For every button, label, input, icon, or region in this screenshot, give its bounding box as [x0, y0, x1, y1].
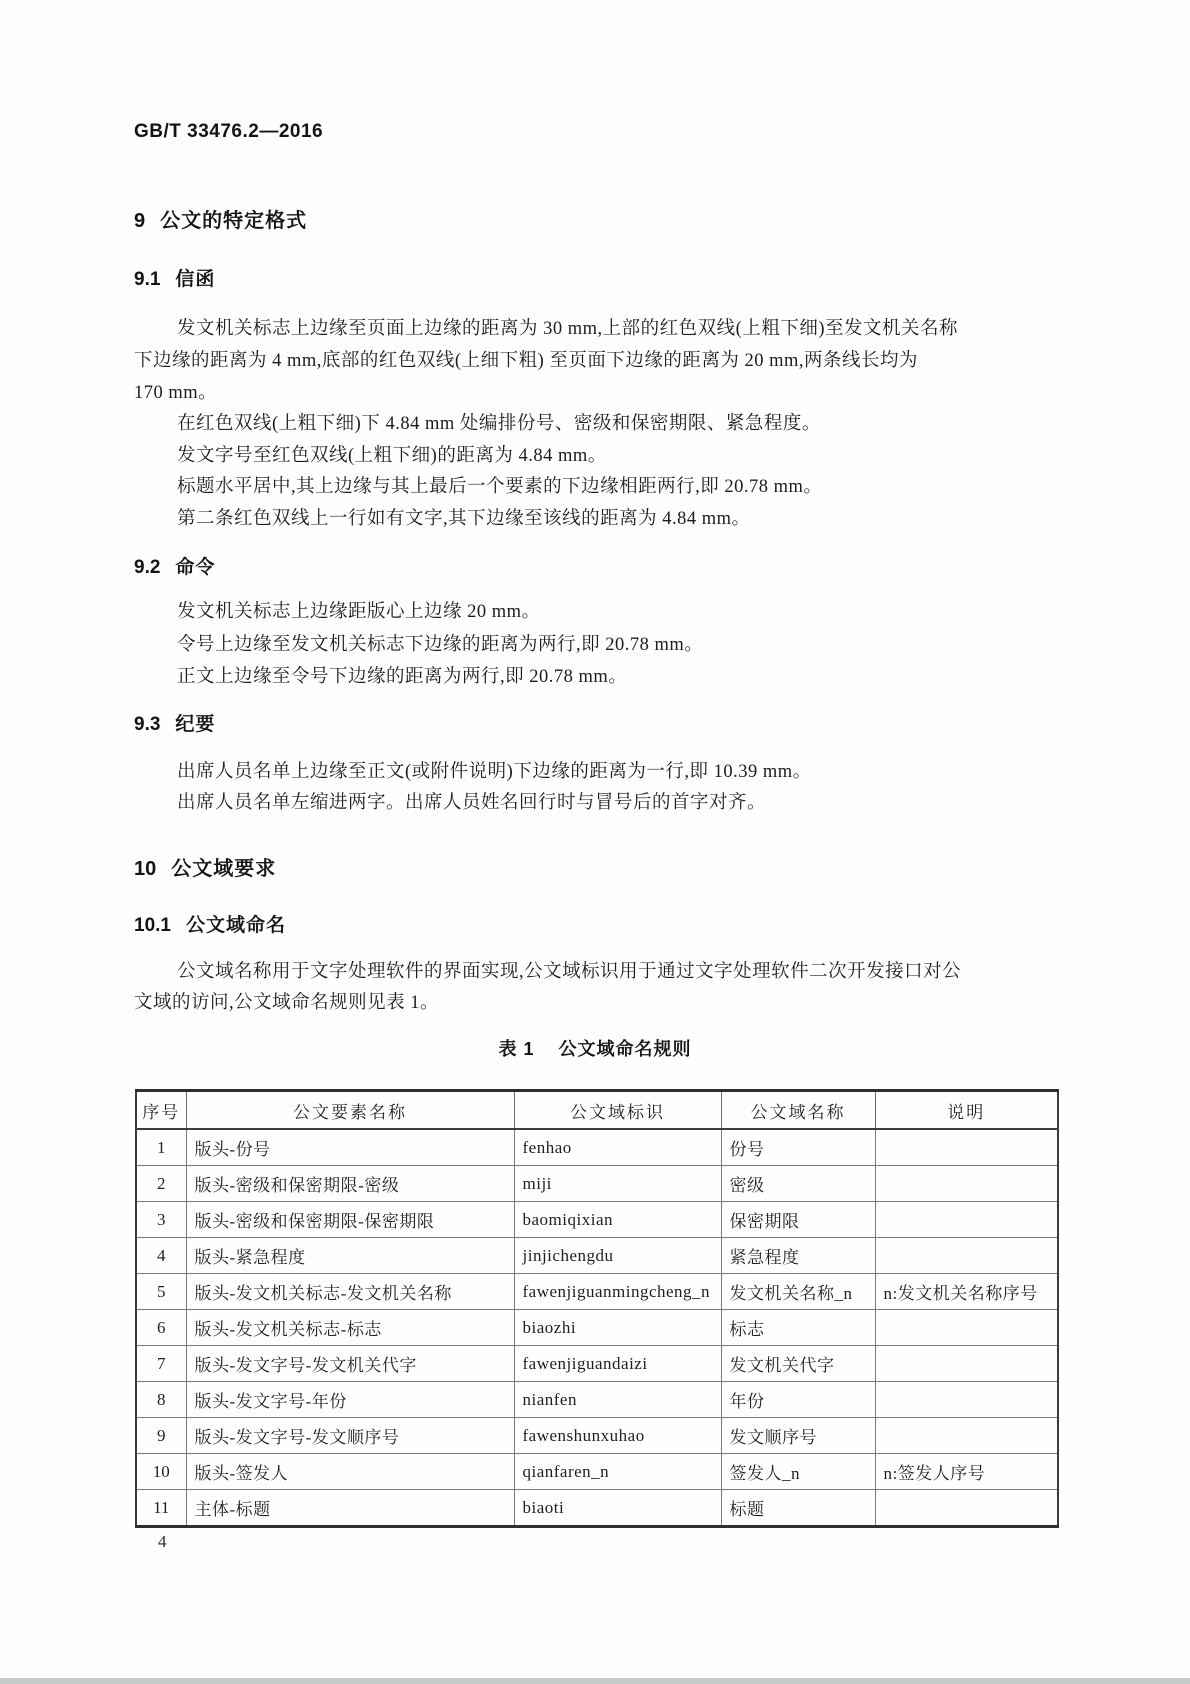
text-line: 文域的访问,公文域命名规则见表 1。 [134, 993, 440, 1013]
table-cell: 签发人_n [721, 1454, 875, 1490]
table-cell: 2 [136, 1166, 186, 1202]
table-row [136, 1238, 1058, 1274]
table-cell [875, 1166, 1058, 1202]
naming-rules-table [135, 1089, 1059, 1528]
table-row [136, 1454, 1058, 1490]
heading-title: 公文的特定格式 [160, 210, 308, 232]
text-line: 发文机关标志上边缘距版心上边缘 20 mm。 [177, 602, 541, 622]
table-cell [875, 1490, 1058, 1527]
table-cell: 版头-发文机关标志-标志 [186, 1310, 514, 1346]
table-cell: 1 [136, 1129, 186, 1166]
table-cell: 10 [136, 1454, 186, 1490]
table-cell [875, 1418, 1058, 1454]
section-9-1-heading [134, 266, 215, 294]
table-cell: 发文机关代字 [721, 1346, 875, 1382]
column-header: 公文域名称 [721, 1091, 875, 1130]
table-cell: 标志 [721, 1310, 875, 1346]
section-9-3-heading [134, 711, 215, 739]
table-caption-title: 公文域命名规则 [558, 1039, 692, 1059]
table-cell: nianfen [514, 1382, 721, 1418]
table-cell: baomiqixian [514, 1202, 721, 1238]
table-cell: 发文顺序号 [721, 1418, 875, 1454]
paragraph [134, 313, 958, 409]
table-caption [134, 1036, 1056, 1062]
table-cell: n:发文机关名称序号 [875, 1274, 1058, 1310]
text-line: 在红色双线(上粗下细)下 4.84 mm 处编排份号、密级和保密期限、紧急程度。 [177, 414, 821, 434]
table-row [136, 1202, 1058, 1238]
text-line: 令号上边缘至发文机关标志下边缘的距离为两行,即 20.78 mm。 [177, 635, 704, 655]
table-cell: 保密期限 [721, 1202, 875, 1238]
table-body [136, 1129, 1058, 1527]
table-cell: 份号 [721, 1129, 875, 1166]
table-row [136, 1346, 1058, 1382]
table-row [136, 1418, 1058, 1454]
table-cell: biaoti [514, 1490, 721, 1527]
section-10-1-heading [134, 912, 286, 940]
table-cell: 11 [136, 1490, 186, 1527]
text-line: 170 mm。 [134, 383, 218, 403]
table-cell [875, 1129, 1058, 1166]
column-header: 序号 [136, 1091, 186, 1130]
heading-number: 9.1 [134, 269, 161, 290]
table-cell: 7 [136, 1346, 186, 1382]
table-cell: 版头-密级和保密期限-保密期限 [186, 1202, 514, 1238]
table-row [136, 1166, 1058, 1202]
heading-number: 9.3 [134, 714, 161, 735]
table-cell: 版头-发文字号-发文顺序号 [186, 1418, 514, 1454]
table-cell: n:签发人序号 [875, 1454, 1058, 1490]
table-cell: 8 [136, 1382, 186, 1418]
table-row [136, 1274, 1058, 1310]
text-line: 下边缘的距离为 4 mm,底部的红色双线(上细下粗) 至页面下边缘的距离为 20 mm,两条线长均为 [134, 351, 919, 371]
table-cell: 版头-发文机关标志-发文机关名称 [186, 1274, 514, 1310]
table-cell: 年份 [721, 1382, 875, 1418]
table-cell: fenhao [514, 1129, 721, 1166]
page-number: 4 [158, 1532, 167, 1551]
text-line: 出席人员名单上边缘至正文(或附件说明)下边缘的距离为一行,即 10.39 mm。 [177, 762, 812, 782]
table-cell: 标题 [721, 1490, 875, 1527]
heading-title: 命令 [175, 557, 216, 578]
table-cell [875, 1346, 1058, 1382]
table-cell: 版头-发文字号-年份 [186, 1382, 514, 1418]
heading-number: 10 [134, 858, 157, 880]
section-10-heading [134, 855, 276, 883]
table-cell: 版头-发文字号-发文机关代字 [186, 1346, 514, 1382]
table-cell: 9 [136, 1418, 186, 1454]
table-cell: 3 [136, 1202, 186, 1238]
table-cell: 5 [136, 1274, 186, 1310]
table-cell [875, 1310, 1058, 1346]
table-cell: fawenshunxuhao [514, 1418, 721, 1454]
table-row [136, 1129, 1058, 1166]
table-cell: 6 [136, 1310, 186, 1346]
table-row [136, 1310, 1058, 1346]
table-cell: 版头-份号 [186, 1129, 514, 1166]
table-cell: 发文机关名称_n [721, 1274, 875, 1310]
text-line: 正文上边缘至令号下边缘的距离为两行,即 20.78 mm。 [177, 667, 628, 687]
table-cell: 版头-紧急程度 [186, 1238, 514, 1274]
text-line: 发文字号至红色双线(上粗下细)的距离为 4.84 mm。 [177, 446, 607, 466]
table-cell: fawenjiguandaizi [514, 1346, 721, 1382]
heading-number: 10.1 [134, 915, 171, 936]
table-cell: 版头-密级和保密期限-密级 [186, 1166, 514, 1202]
text-line: 公文域名称用于文字处理软件的界面实现,公文域标识用于通过文字处理软件二次开发接口对公 [177, 962, 962, 982]
table-header-row [136, 1091, 1058, 1130]
heading-title: 公文域命名 [185, 915, 286, 936]
table-cell: 密级 [721, 1166, 875, 1202]
table-row [136, 1490, 1058, 1527]
table-cell [875, 1382, 1058, 1418]
table-row [136, 1382, 1058, 1418]
section-9-2-heading [134, 554, 215, 582]
table-cell: biaozhi [514, 1310, 721, 1346]
table-cell [875, 1238, 1058, 1274]
column-header: 说明 [875, 1091, 1058, 1130]
section-9-heading [134, 207, 307, 235]
table-cell: 紧急程度 [721, 1238, 875, 1274]
paragraph [134, 957, 961, 1019]
table-cell: 4 [136, 1238, 186, 1274]
table-cell: 版头-签发人 [186, 1454, 514, 1490]
text-line: 标题水平居中,其上边缘与其上最后一个要素的下边缘相距两行,即 20.78 mm。 [177, 477, 823, 497]
doc-code: GB/T 33476.2—2016 [134, 121, 324, 142]
text-line: 第二条红色双线上一行如有文字,其下边缘至该线的距离为 4.84 mm。 [177, 509, 751, 529]
table-cell: qianfaren_n [514, 1454, 721, 1490]
column-header: 公文要素名称 [186, 1091, 514, 1130]
heading-number: 9.2 [134, 557, 161, 578]
text-line: 发文机关标志上边缘至页面上边缘的距离为 30 mm,上部的红色双线(上粗下细)至发文机关名称 [177, 319, 958, 339]
table-cell: 主体-标题 [186, 1490, 514, 1527]
table-cell: miji [514, 1166, 721, 1202]
table-cell [875, 1202, 1058, 1238]
table-cell: fawenjiguanmingcheng_n [514, 1274, 721, 1310]
heading-title: 纪要 [175, 714, 216, 735]
column-header: 公文域标识 [514, 1091, 721, 1130]
heading-number: 9 [134, 210, 146, 232]
table-caption-label: 表 1 [498, 1039, 535, 1059]
heading-title: 公文域要求 [171, 858, 277, 880]
heading-title: 信函 [175, 269, 216, 290]
text-line: 出席人员名单左缩进两字。出席人员姓名回行时与冒号后的首字对齐。 [177, 793, 767, 813]
table-cell: jinjichengdu [514, 1238, 721, 1274]
page-bottom-edge [0, 1678, 1190, 1684]
